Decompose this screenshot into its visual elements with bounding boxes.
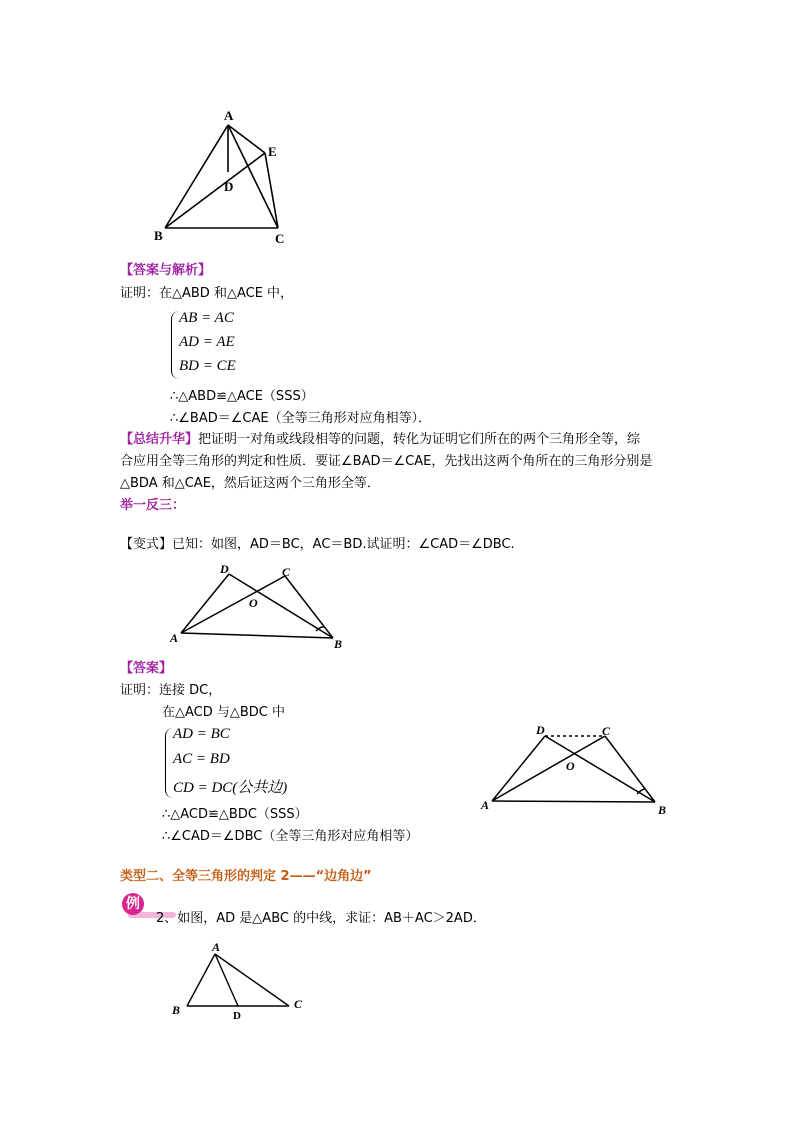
equation-3: CD = DC(公共边) xyxy=(173,780,288,796)
practice-header: 举一反三： xyxy=(120,498,186,513)
label-a: A xyxy=(212,940,221,954)
label-o: O xyxy=(249,596,258,610)
conclusion-angle: ∴∠CAD＝∠DBC（全等三角形对应角相等） xyxy=(162,829,419,844)
summary-line-2: 合应用全等三角形的判定和性质．要证∠BAD＝∠CAE，先找出这两个角所在的三角形分别是 xyxy=(120,454,653,469)
label-d: D xyxy=(220,562,229,576)
summary-line-1: 【总结升华】把证明一对角或线段相等的问题，转化为证明它们所在的两个三角形全等，综 xyxy=(120,432,641,447)
label-c: C xyxy=(282,565,291,579)
label-a: A xyxy=(481,798,490,812)
proof-intro: 证明：连接 DC， xyxy=(120,683,222,698)
summary-header: 【总结升华】 xyxy=(120,432,199,447)
label-b: B xyxy=(334,637,343,651)
label-b: B xyxy=(658,803,667,817)
label-c: C xyxy=(602,724,611,738)
figure-triangle-median xyxy=(168,938,313,1023)
label-a: A xyxy=(224,108,234,123)
equation-3: BD = CE xyxy=(179,358,236,374)
conclusion-congruent: ∴△ACD≌△BDC（SSS） xyxy=(162,807,308,822)
equation-2: AD = AE xyxy=(179,334,235,350)
label-b: B xyxy=(154,228,163,243)
label-c: C xyxy=(275,231,285,245)
in-triangles: 在△ACD 与△BDC 中 xyxy=(162,705,286,720)
proof-intro: 证明：在△ABD 和△ACE 中， xyxy=(120,286,294,301)
equation-1: AD = BC xyxy=(173,726,230,742)
label-d: D xyxy=(224,179,234,194)
figure-quadrilateral-abcd-dashed xyxy=(475,718,675,823)
label-c: C xyxy=(294,997,303,1011)
answer-analysis-header: 【答案与解析】 xyxy=(120,263,212,278)
equation-2: AC = BD xyxy=(173,751,230,767)
label-a: A xyxy=(170,631,179,645)
example-badge: 例 xyxy=(122,893,144,915)
label-d: D xyxy=(536,723,545,737)
label-d: D xyxy=(233,1010,241,1022)
example-problem: 2、如图，AD 是△ABC 的中线，求证：AB＋AC＞2AD． xyxy=(156,911,486,926)
label-o: O xyxy=(566,759,575,773)
figure-triangle-abc-ade xyxy=(150,105,290,245)
label-b: B xyxy=(172,1003,181,1017)
summary-line-3: △BDA 和△CAE，然后证这两个三角形全等． xyxy=(120,476,380,491)
type2-title: 类型二、全等三角形的判定 2——“边角边” xyxy=(120,869,372,884)
label-e: E xyxy=(268,144,277,159)
conclusion-congruent: ∴△ABD≌△ACE（SSS） xyxy=(170,389,314,404)
figure-quadrilateral-abcd xyxy=(165,560,355,655)
conclusion-angle: ∴∠BAD＝∠CAE（全等三角形对应角相等）． xyxy=(170,411,432,426)
equation-1: AB = AC xyxy=(179,310,234,326)
variant-problem: 【变式】已知：如图，AD＝BC，AC＝BD.试证明：∠CAD＝∠DBC. xyxy=(120,537,515,552)
answer-header: 【答案】 xyxy=(120,661,173,676)
